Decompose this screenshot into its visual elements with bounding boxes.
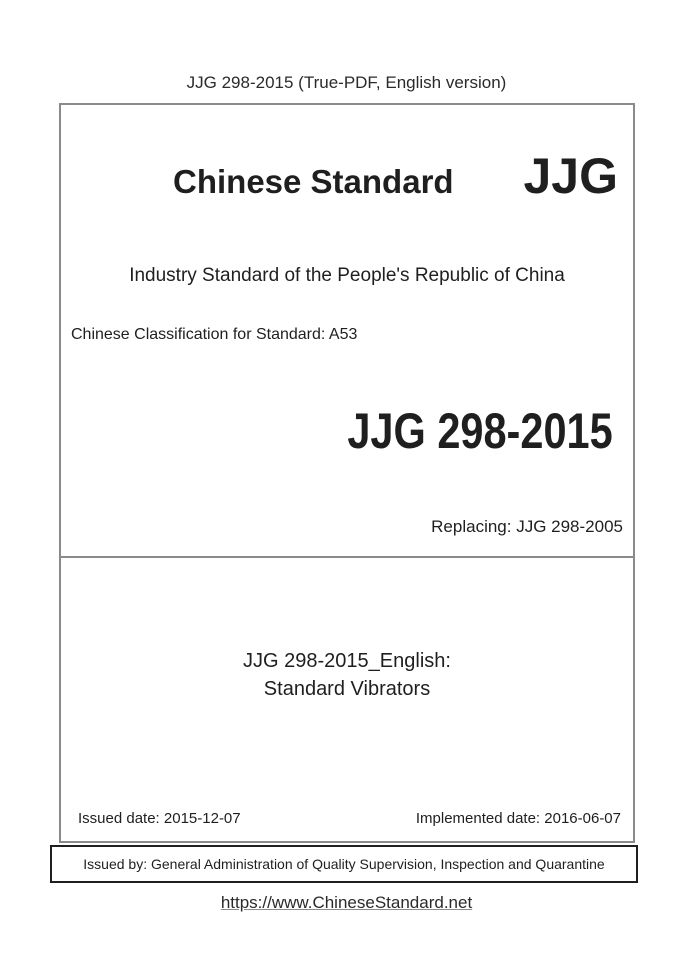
english-title-line2: Standard Vibrators (263, 678, 431, 700)
classification-label: Chinese Classification for Standard: A53 (71, 326, 358, 343)
replacing-label: Replacing: JJG 298-2005 (431, 517, 623, 536)
jjg-logo: JJG (523, 148, 618, 204)
standard-number-text: JJG 298-2015 (347, 403, 613, 459)
standard-number (293, 402, 613, 460)
footer (0, 893, 693, 913)
english-title-line1: JJG 298-2015_English: (243, 650, 451, 672)
issuer-box (50, 845, 638, 883)
page-header-title: JJG 298-2015 (True-PDF, English version) (186, 73, 507, 92)
implemented-date-label: Implemented date: 2016-06-07 (415, 810, 621, 827)
dates-row (61, 810, 633, 827)
brand-row (61, 147, 633, 205)
cover-middle-box (59, 556, 635, 843)
issued-date-label: Issued date: 2015-12-07 (78, 810, 241, 827)
footer-url-link[interactable]: https://www.ChineseStandard.net (220, 893, 473, 912)
issuer-label: Issued by: General Administration of Quality Supervision, Inspection and Quarantine (83, 856, 605, 872)
cover-subtitle: Industry Standard of the People's Republic of China (129, 265, 565, 286)
brand-title: Chinese Standard (173, 163, 454, 200)
cover-top-box (59, 103, 635, 558)
english-title-block (61, 647, 633, 703)
